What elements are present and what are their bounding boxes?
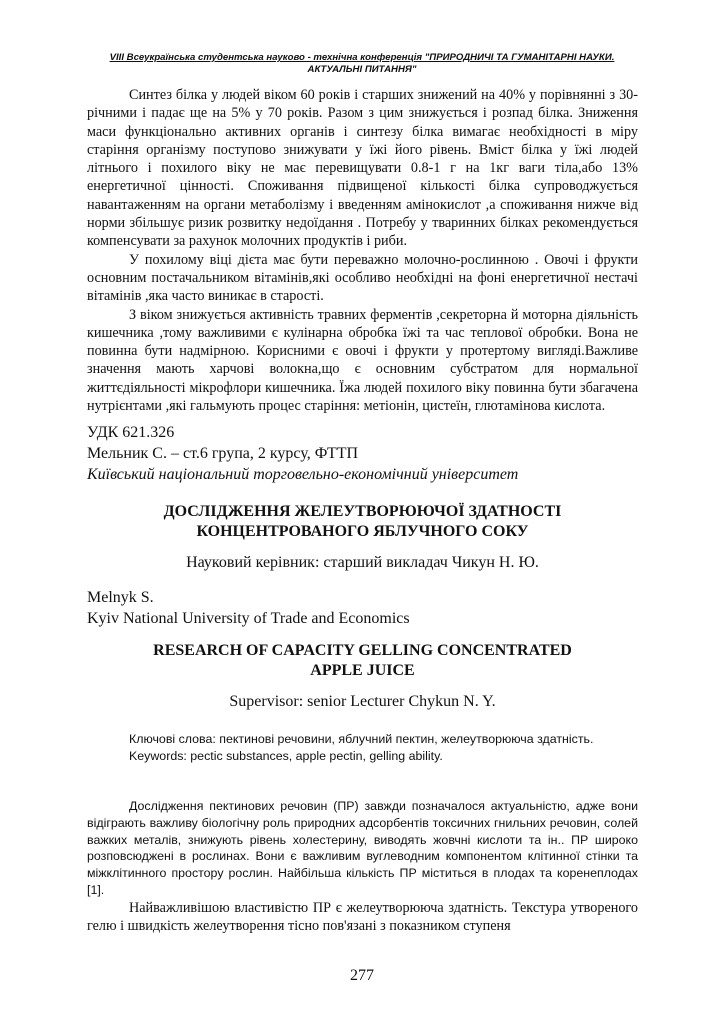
paragraph: З віком знижується активність травних ферментів ,секреторна й моторна діяльність кишечника ,тому важливими є кулінарна обробка їжі та час теплової обробки. Вона не повинна бути надмірною. Корисними є овочі і фрукти у протертому вигляді.Важливе значення мають харчові волокна,що є основним субстратом для нормальної життєдіяльності мікрофлори кишечника. Їжа людей похилого віку повинна бути збагачена нутрієнтами ,які гальмують процес старіння: метіонін, цистеїн, глютамінова кислота. — [87, 306, 638, 415]
running-header — [88, 52, 636, 76]
keywords-ua: Ключові слова: пектинові речовини, яблучний пектин, желеутворююча здатність. — [129, 732, 594, 746]
keywords-block — [87, 731, 638, 765]
supervisor-ua: Науковий керівник: старший викладач Чикун Н. Ю. — [186, 554, 539, 571]
title-ua-line-1: ДОСЛІДЖЕННЯ ЖЕЛЕУТВОРЮЮЧОЇ ЗДАТНОСТІ — [163, 503, 562, 520]
keywords-en: Keywords: pectic substances, apple pectin, gelling ability. — [129, 749, 443, 763]
article-meta-ua — [87, 422, 638, 485]
paragraph: Дослідження пектинових речовин (ПР) завжди позначалося актуальністю, адже вони відіграють важливу біологічну роль природних адсорбентів токсичних гнильних речовин, солей важких металів, знижують рівень холестерину, виводять жовчні кислоти та ін.. ПР широко розповсюджені в рослинах. Вони є важливим вуглеводним компонентом клітинної стінки та міжклітинного простору рослин. Найбільша кількість ПР міститься в плодах та коренеплодах [1]. — [87, 799, 638, 897]
author-en: Melnyk S. — [87, 589, 154, 606]
title-en-line-2: APPLE JUICE — [310, 662, 415, 679]
udk-code: УДК 621.326 — [87, 424, 175, 441]
article-meta-en — [87, 587, 638, 629]
header-line-2: АКТУАЛЬНІ ПИТАННЯ" — [307, 64, 417, 75]
paragraph: У похилому віці дієта має бути переважно молочно-рослинною . Овочі і фрукти основним постачальником вітамінів,які особливо необхідні на фоні енергетичної нестачі вітамінів ,яка часто виникає в старості. — [87, 251, 638, 305]
article-title-en — [87, 641, 638, 681]
article-title-ua — [87, 502, 638, 542]
paragraph: Найважливішою властивістю ПР є желеутворююча здатність. Текстура утвореного гелю і швидкість желеутворення тісно пов'язані з показником ступеня — [87, 899, 638, 935]
page-number: 277 — [350, 967, 374, 984]
section-2-text — [87, 798, 638, 935]
section-1-text — [87, 86, 638, 415]
supervisor-en: Supervisor: senior Lecturer Chykun N. Y. — [229, 693, 496, 710]
paragraph: Синтез білка у людей віком 60 років і старших знижений на 40% у порівнянні з 30-річними і падає ще на 5% у 70 років. Разом з цим знижується і розпад білка. Зниження маси функціонально активних органів і синтезу білка вимагає необхідності в міру старіння організму поступово знижувати у їжі його рівень. Вміст білка у їжі людей літнього і похилого віку не має перевищувати 0.8-1 г на 1кг ваги тіла,або 13% енергетичної цінності. Споживання підвищеної кількості білка супроводжується навантаженням на органи метаболізму і введенням амінокислот ,а споживання нижче від норми збільшує ризик розвитку недоїдання . Потребу у тваринних білках рекомендується компенсувати за рахунок молочних продуктів і риби. — [87, 87, 638, 250]
title-ua-line-2: КОНЦЕНТРОВАНОГО ЯБЛУЧНОГО СОКУ — [196, 523, 529, 540]
institution-ua: Київський національний торговельно-економічний університет — [87, 466, 519, 483]
institution-en: Kyiv National University of Trade and Economics — [87, 610, 410, 627]
header-line-1: VIII Всеукраїнська студентська науково - технічна конференція "ПРИРОДНИЧІ ТА ГУМАНІТАРНІ НАУКИ. — [109, 52, 615, 63]
author-ua: Мельник С. – ст.6 група, 2 курсу, ФТТП — [87, 445, 359, 462]
title-en-line-1: RESEARCH OF CAPACITY GELLING CONCENTRATED — [153, 642, 572, 659]
